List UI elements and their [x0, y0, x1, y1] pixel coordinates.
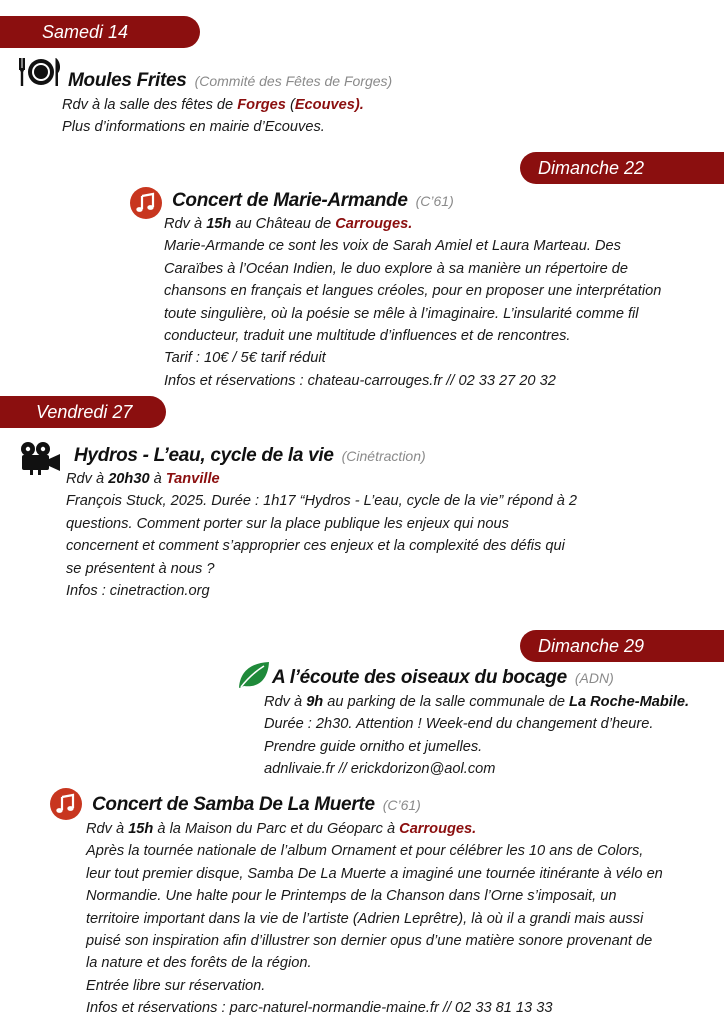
- rdv-line: Rdv à la salle des fêtes de Forges (Ecouves).: [62, 97, 364, 113]
- movie-camera-icon: [18, 440, 64, 476]
- description-line: conducteur, traduit une multitude d’influences et de rencontres.: [164, 328, 571, 345]
- date-label: Samedi 14: [42, 22, 129, 42]
- date-tab-dimanche-29: [520, 630, 724, 662]
- description-line: Après la tournée nationale de l’album Ornament et pour célébrer les 10 ans de Colors,: [86, 843, 644, 860]
- description-line: concernent et comment s’approprier ces enjeux et la complexité des défis qui: [66, 538, 565, 555]
- infos-line: Infos : cinetraction.org: [66, 583, 210, 600]
- event-title: Concert de Marie-Armande (C’61): [172, 190, 454, 211]
- organizer: (ADN): [574, 670, 614, 686]
- date-tab-samedi-14: [0, 16, 200, 48]
- description-line: François Stuck, 2025. Durée : 1h17 “Hydros - L’eau, cycle de la vie” répond à 2: [66, 493, 578, 510]
- event-body: [62, 94, 364, 139]
- date-label: Dimanche 22: [538, 158, 645, 178]
- event-body: [264, 691, 689, 781]
- description-line: Durée : 2h30. Attention ! Week-end du changement d’heure.: [264, 716, 654, 733]
- date-tab-vendredi-27: [0, 396, 166, 428]
- tarif-line: Tarif : 10€ / 5€ tarif réduit: [164, 350, 326, 367]
- rdv-line: Rdv à 15h au Château de Carrouges.: [164, 216, 413, 232]
- description-line: toute singulière, où la poésie se mêle à l’imaginaire. L’insularité comme fil: [164, 305, 639, 322]
- rdv-line: Rdv à 9h au parking de la salle communale de La Roche-Mabile.: [264, 694, 690, 710]
- organizer: (Commité des Fêtes de Forges): [194, 73, 393, 89]
- music-note-icon: [130, 187, 162, 219]
- rdv-line: Rdv à 15h à la Maison du Parc et du Géoparc à Carrouges.: [86, 821, 477, 837]
- description-line: leur tout premier disque, Samba De La Muerte a imaginé une tournée itinérante à vélo en: [86, 865, 663, 882]
- infos-line: adnlivaie.fr // erickdorizon@aol.com: [264, 761, 496, 778]
- event-body: [66, 468, 577, 602]
- description-line: se présentent à nous ?: [66, 560, 215, 577]
- description-line: Normandie. Une halte pour le Printemps de la Chanson dans l’Orne s’imposait, un: [86, 888, 617, 905]
- organizer: (C’61): [382, 797, 421, 813]
- date-label: Vendredi 27: [36, 402, 133, 422]
- description-line: puisé son inspiration afin d’illustrer son dernier opus d’une matière sonore provenant de: [86, 933, 653, 950]
- description-line: Marie-Armande ce sont les voix de Sarah Amiel et Laura Marteau. Des: [164, 238, 621, 255]
- event-title: A l’écoute des oiseaux du bocage (ADN): [272, 667, 614, 688]
- info-line: Plus d’informations en mairie d’Ecouves.: [62, 119, 325, 136]
- description-line: chansons en français et langues créoles, pour en proposer une interprétation: [164, 283, 662, 300]
- music-note-icon: [50, 788, 82, 820]
- infos-line: Infos et réservations : parc-naturel-normandie-maine.fr // 02 33 81 13 33: [86, 1000, 553, 1017]
- description-line: territoire important dans la vie de l’artiste (Adrien Leprêtre), là où il a grandi mais aussi: [86, 910, 644, 927]
- description-line: Caraïbes à l’Océan Indien, le duo explore à sa manière un répertoire de: [164, 260, 629, 277]
- event-title: Concert de Samba De La Muerte (C’61): [92, 794, 421, 815]
- event-body: [86, 818, 663, 1020]
- dinner-plate-icon: [18, 56, 62, 88]
- date-label: Dimanche 29: [538, 636, 645, 656]
- leaf-icon: [236, 660, 270, 690]
- event-title: Hydros - L’eau, cycle de la vie (Cinétraction): [74, 445, 426, 466]
- organizer: (C’61): [415, 193, 454, 209]
- description-line: la nature et des forêts de la région.: [86, 955, 312, 972]
- description-line: questions. Comment porter sur la place publique les enjeux qui nous: [66, 515, 509, 532]
- entry-line: Entrée libre sur réservation.: [86, 977, 266, 994]
- description-line: Prendre guide ornitho et jumelles.: [264, 738, 483, 755]
- event-title: Moules Frites (Commité des Fêtes de Forges): [68, 70, 393, 91]
- date-tab-dimanche-22: [520, 152, 724, 184]
- rdv-line: Rdv à 20h30 à Tanville: [66, 471, 220, 487]
- event-body: [164, 213, 661, 392]
- infos-line: Infos et réservations : chateau-carrouges.fr // 02 33 27 20 32: [164, 372, 556, 389]
- organizer: (Cinétraction): [341, 448, 426, 464]
